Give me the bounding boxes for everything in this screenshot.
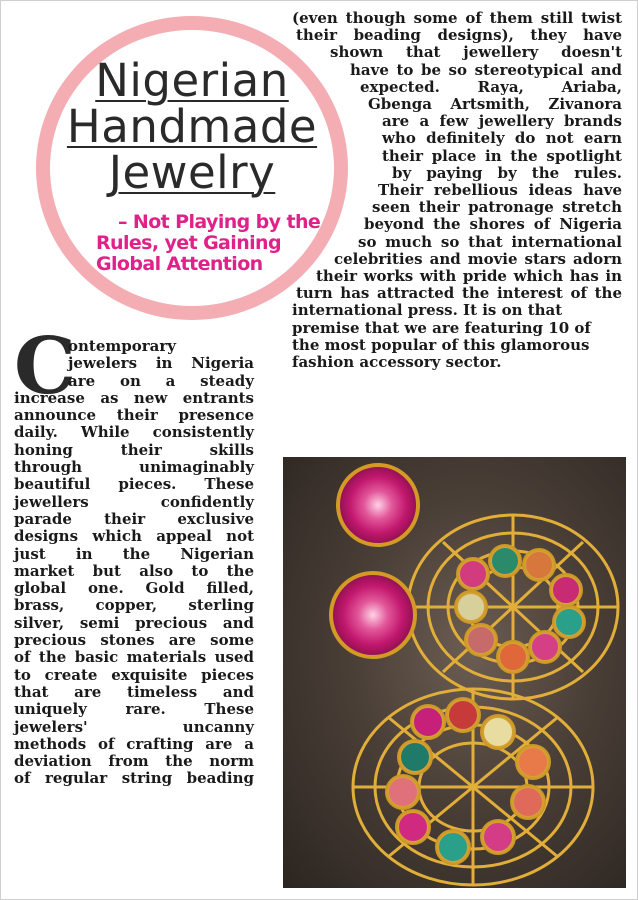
right-column-line: so much so that international [358,232,622,251]
left-column-line: deviation from the norm [14,752,254,771]
right-column-line: (even though some of them still twist [292,9,622,27]
subtitle-line-3: Global Attention [96,253,263,275]
article-right-column [292,10,622,371]
subtitle-line-1: – Not Playing by the [118,211,321,233]
title-block [56,54,328,199]
left-column-line: increase as new entrants [14,388,254,407]
left-column-line: that are timeless and [14,682,254,701]
left-column-line: of the basic materials used [14,648,254,667]
left-column-line: just in the Nigerian [14,544,254,563]
left-column-line: daily. While consistently [14,423,254,442]
right-column-line: have to be so stereotypical and [350,60,622,79]
article-left-column [14,338,254,788]
right-column-line: by paying by the rules. [392,163,622,182]
title-line-3: Jewelry [108,146,276,199]
left-column-line: of regular string beading [14,769,254,788]
right-column-line: celebrities and movie stars adorn [334,249,622,268]
right-column-line: beyond the shores of Nigeria [364,215,622,234]
subtitle-line-2: Rules, yet Gaining [96,232,281,254]
left-column-line: global one. Gold filled, [14,579,254,598]
right-column-line: their beading designs), they have [296,26,622,45]
title-line-2: Handmade [66,100,318,153]
right-column-line: who definitely do not earn [382,129,622,148]
left-column-line: are on a steady [68,371,254,390]
left-column-line: beautiful pieces. These [14,475,254,494]
right-column-line: turn has attracted the interest of the [296,284,622,303]
jewelry-photo [283,457,626,888]
left-column-line: designs which appeal not [14,527,254,546]
left-column-line: market but also to the [14,561,254,580]
right-column-line: premise that we are featuring 10 of [292,318,591,337]
right-column-line: Their rebellious ideas have [378,181,622,200]
right-column-line: their place in the spotlight [382,146,622,165]
right-column-line: their works with pride which has in [316,267,622,286]
right-column-line: seen their patronage stretch [372,198,622,217]
left-column-line: through unimaginably [14,458,254,477]
left-column-line: silver, semi precious and [14,613,254,632]
right-column-line: shown that jewellery doesn't [330,43,622,62]
left-column-line: jewellers confidently [14,492,254,511]
left-column-line: jewelers in Nigeria [68,354,254,373]
right-column-line: international press. It is on that [292,301,563,320]
right-column-line: Gbenga Artsmith, Zivanora [368,95,622,114]
left-column-line: announce their presence [14,406,254,425]
title-line-1: Nigerian [95,54,289,107]
right-column-line: are a few jewellery brands [382,112,622,131]
right-column-line: the most popular of this glamorous [292,335,590,354]
left-column-line: brass, copper, sterling [14,596,254,615]
left-column-line: ontemporary [68,337,176,355]
left-column-line: to create exquisite pieces [14,665,254,684]
left-column-line: methods of crafting are a [14,734,254,753]
left-column-line: jewelers' uncanny [14,717,254,736]
right-column-line: fashion accessory sector. [292,353,502,372]
earrings-illustration [283,457,626,888]
drop-cap: C [14,321,77,412]
left-column-line: precious stones are some [14,631,254,650]
right-column-line: expected. Raya, Ariaba, [360,77,622,96]
left-column-line: parade their exclusive [14,509,254,528]
left-column-line: uniquely rare. These [14,700,254,719]
left-column-line: honing their skills [14,440,254,459]
